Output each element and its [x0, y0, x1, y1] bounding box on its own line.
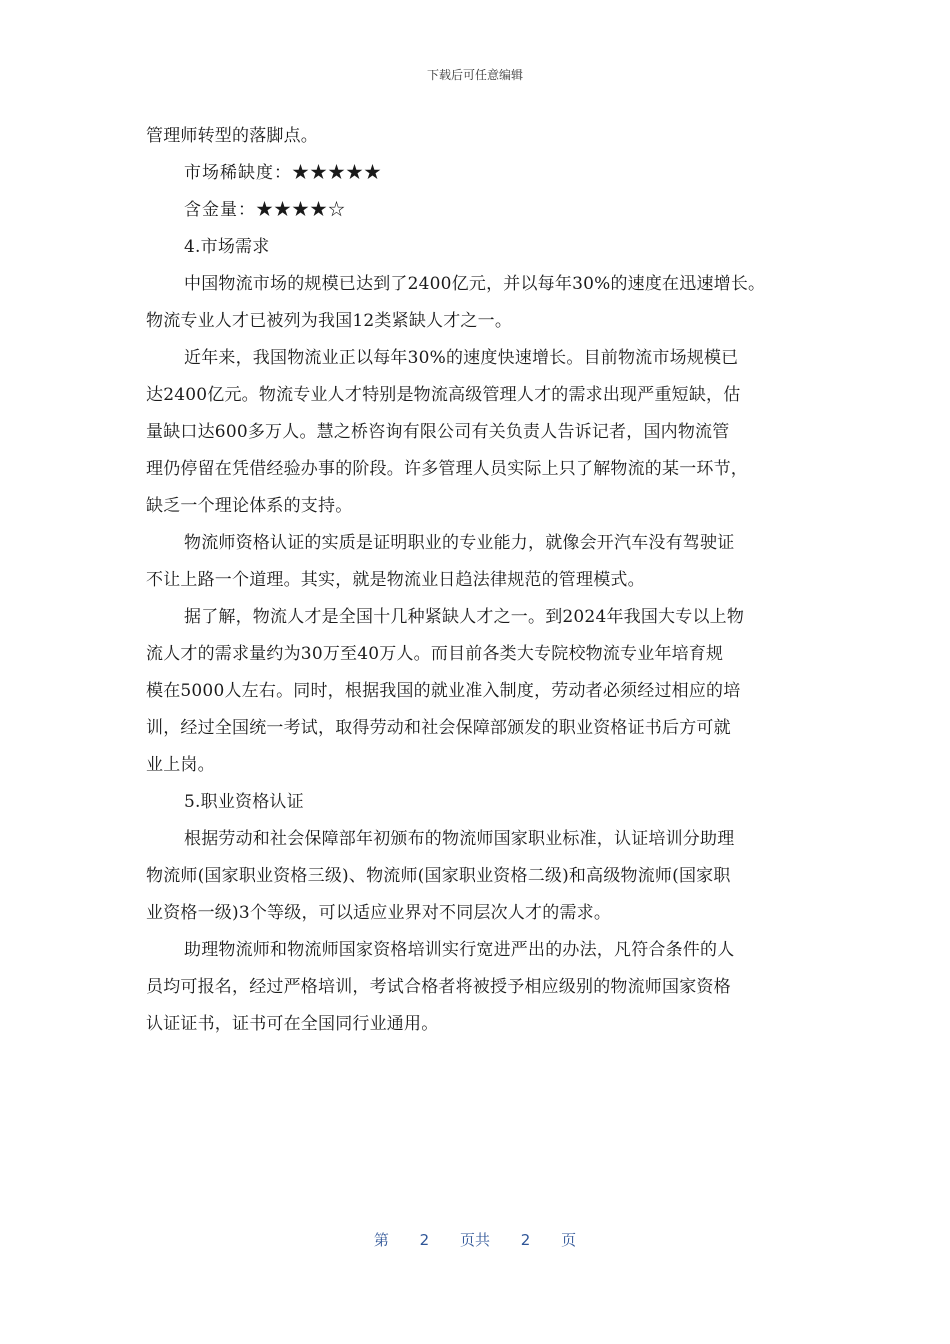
text-line: 达2400亿元。物流专业人才特别是物流高级管理人才的需求出现严重短缺，估 — [146, 385, 741, 405]
text-line: 物流专业人才已被列为我国12类紧缺人才之一。 — [146, 311, 513, 331]
text-line: 业资格一级)3个等级，可以适应业界对不同层次人才的需求。 — [146, 903, 612, 923]
text-line: 理仍停留在凭借经验办事的阶段。许多管理人员实际上只了解物流的某一环节， — [146, 459, 748, 479]
text-line: 不让上路一个道理。其实，就是物流业日趋法律规范的管理模式。 — [146, 570, 645, 590]
footer-suffix: 页 — [561, 1231, 577, 1249]
text-line: 根据劳动和社会保障部年初颁布的物流师国家职业标准，认证培训分助理 — [184, 829, 735, 849]
text-line: 业上岗。 — [146, 755, 215, 775]
text-line: 助理物流师和物流师国家资格培训实行宽进严出的办法，凡符合条件的人 — [184, 940, 735, 960]
text-line: 物流师(国家职业资格三级)、物流师(国家职业资格二级)和高级物流师(国家职 — [146, 866, 731, 886]
text-line: 员均可报名，经过严格培训，考试合格者将被授予相应级别的物流师国家资格 — [146, 977, 731, 997]
text-line: 中国物流市场的规模已达到了2400亿元，并以每年30%的速度在迅速增长。 — [184, 274, 766, 294]
text-line: 量缺口达600多万人。慧之桥咨询有限公司有关负责人告诉记者，国内物流管 — [146, 422, 730, 442]
text-line: 据了解，物流人才是全国十几种紧缺人才之一。到2024年我国大专以上物 — [184, 607, 745, 627]
footer-prefix: 第 — [373, 1231, 389, 1249]
footer-mid: 页共 — [459, 1231, 490, 1249]
page-header: 下载后可任意编辑 — [426, 68, 523, 82]
text-line-scarcity-rating: 市场稀缺度：★★★★★ — [184, 163, 382, 183]
footer-total-pages: 2 — [520, 1231, 531, 1249]
text-line: 管理师转型的落脚点。 — [146, 126, 318, 146]
text-line: 认证证书，证书可在全国同行业通用。 — [146, 1014, 439, 1034]
text-line: 模在5000人左右。同时，根据我国的就业准入制度，劳动者必须经过相应的培 — [146, 681, 741, 701]
section-heading-market-demand: 4.市场需求 — [184, 237, 270, 257]
text-line-value-rating: 含金量：★★★★☆ — [184, 200, 346, 220]
footer-current-page: 2 — [419, 1231, 430, 1249]
text-line: 物流师资格认证的实质是证明职业的专业能力，就像会开汽车没有驾驶证 — [184, 533, 735, 553]
page-footer — [0, 1229, 950, 1250]
text-line: 训，经过全国统一考试，取得劳动和社会保障部颁发的职业资格证书后方可就 — [146, 718, 731, 738]
section-heading-certification: 5.职业资格认证 — [184, 792, 304, 812]
text-line: 近年来，我国物流业正以每年30%的速度快速增长。目前物流市场规模已 — [184, 348, 739, 368]
text-line: 缺乏一个理论体系的支持。 — [146, 496, 353, 516]
text-line: 流人才的需求量约为30万至40万人。而目前各类大专院校物流专业年培育规 — [146, 644, 724, 664]
document-body — [146, 118, 806, 1043]
